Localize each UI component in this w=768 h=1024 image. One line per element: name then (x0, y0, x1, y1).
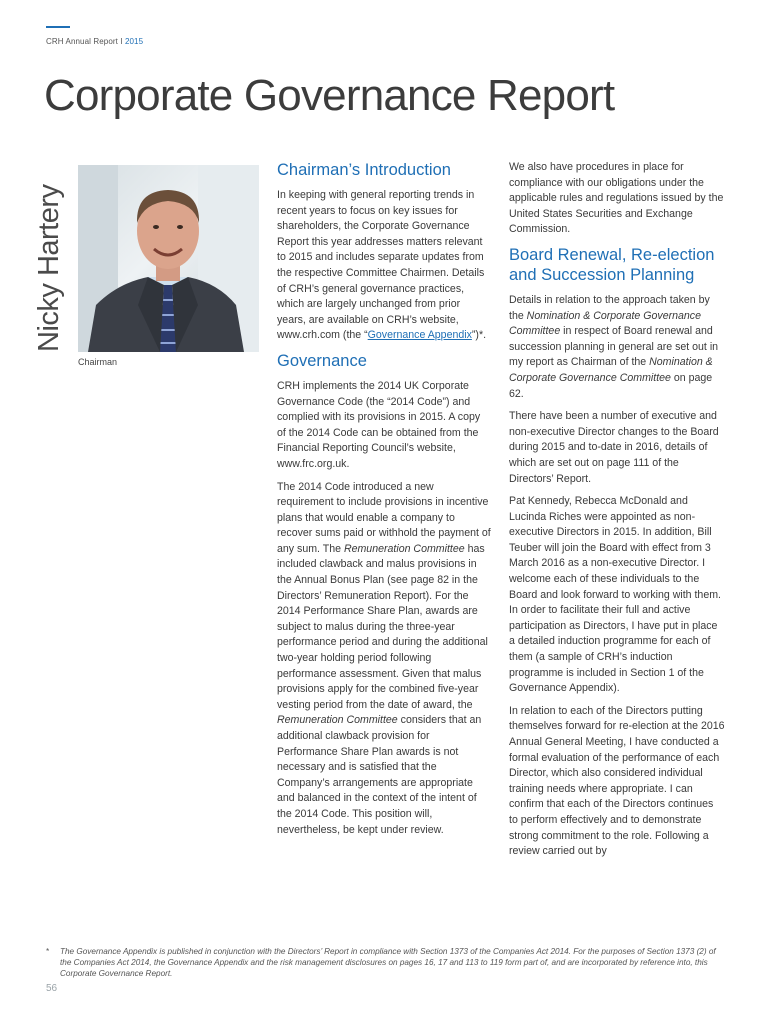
re-election-paragraph: In relation to each of the Directors putting themselves forward for re-election at the 2016 Annual General Meeting, I have conducted a formal evaluation of the performance of each Director, which also considered individual training needs where appropriate. I can confirm that each of the Directors continues to perform effectively and to demonstrate strong commitment to the role. Following a review carried out by (509, 704, 725, 858)
remuneration-committee-ref: Remuneration Committee (343, 542, 465, 555)
page-title: Corporate Governance Report (44, 71, 615, 120)
intro-text-end: ”)*. (471, 329, 487, 342)
board-renewal-text-3: on page 62. (509, 371, 713, 400)
chairman-portrait (78, 165, 259, 352)
clawback-text-1: The 2014 Code introduced a new requirement to include provisions in incentive plans that would enable a company to recover sums paid or withhold the payment of any sum. The (277, 480, 491, 555)
running-header (46, 37, 143, 46)
column-right (509, 160, 725, 867)
nomination-committee-ref-2: Nomination & Corporate Governance Committee (509, 356, 713, 384)
board-renewal-paragraph (509, 293, 725, 402)
clawback-text-2: has included clawback and malus provisions in the Annual Bonus Plan (see page 82 in the Directors’ Remuneration Report). For the 2014 Performance Share Plan, awards are subject to malus during the three-year performance period and during the additional two-year holding period following performance assessment. Given that malus provisions apply for the combined five-year vesting period from the date of award, the (277, 542, 488, 711)
director-changes-paragraph: There have been a number of executive and non-executive Director changes to the Board during 2015 and to-date in 2016, details of which are set out on page 111 of the Directors’ Report. (509, 410, 719, 485)
clawback-text-3: considers that an additional clawback provision for Performance Share Plan awards is not necessary and is satisfied that the Company’s arrangements are appropriate and balanced in the context of the intent of the 2014 Code. This position will, nevertheless, be kept under review. (277, 714, 482, 836)
chairmans-introduction-heading: Chairman’s Introduction (277, 161, 451, 179)
governance-heading: Governance (277, 351, 367, 370)
governance-appendix-link[interactable]: Governance Appendix (367, 329, 472, 342)
header-accent-rule (46, 26, 70, 28)
header-year: 2015 (124, 37, 144, 46)
board-renewal-text-2: in respect of Board renewal and succession planning in general are set out in my report as Chairman of the (509, 325, 719, 369)
new-directors-paragraph: Pat Kennedy, Rebecca McDonald and Lucinda Riches were appointed as non-executive Directors in 2015. In addition, Bill Teuber will join the Board with effect from 3 March 2016 as a non-executive Director. I welcome each of these individuals to the Board and look forward to working with them. In order to facilitate their full and active participation as Directors, I have put in place a detailed induction programme for each of them (a sample of CRH’s induction programme is included in Section 1 of the Governance Appendix). (509, 495, 721, 695)
portrait-caption: Chairman (78, 357, 118, 367)
footnote (46, 946, 716, 979)
intro-paragraph (277, 188, 491, 344)
page-number: 56 (46, 983, 58, 994)
footnote-mark: * (46, 947, 50, 956)
nomination-committee-ref: Nomination & Corporate Governance Committee (509, 309, 701, 338)
chairman-name: Nicky Hartery (33, 184, 65, 352)
header-report-label: CRH Annual Report I (46, 37, 125, 46)
portrait-illustration (78, 165, 259, 352)
board-renewal-heading: Board Renewal, Re-election and Succession Planning (509, 245, 715, 284)
sec-compliance-paragraph: We also have procedures in place for compliance with our obligations under the applicable rules and regulations issued by the United States Securities and Exchange Commission. (509, 161, 724, 236)
footnote-text: The Governance Appendix is published in conjunction with the Directors’ Report in compliance with Section 1373 of the Companies Act 2014. For the purposes of Section 1373 (2) of the Companies Act 2014, the Governance Appendix and the risk management disclosures on pages 16, 17 and 113 to 119 form part of, and are incorporated by reference into, this Corporate Governance Report. (60, 947, 716, 978)
remuneration-committee-ref-2: Remuneration Committee (277, 714, 398, 727)
governance-paragraph: CRH implements the 2014 UK Corporate Governance Code (the “2014 Code”) and complied with its provisions in 2015. A copy of the 2014 Code can be obtained from the Financial Reporting Council’s website, www.frc.org.uk. (277, 379, 481, 470)
column-left (277, 160, 491, 845)
intro-text: In keeping with general reporting trends in recent years to focus on key issues for shareholders, the Corporate Governance Report this year addresses matters relevant to 2015 and includes separate updates from the respective Committee Chairmen. Details of CRH’s general governance practices, which are largely unchanged from prior years, are available on CRH’s website, www.crh.com (the “ (277, 189, 485, 342)
clawback-paragraph (277, 480, 491, 839)
board-renewal-text-1: Details in relation to the approach taken by the (509, 293, 710, 322)
